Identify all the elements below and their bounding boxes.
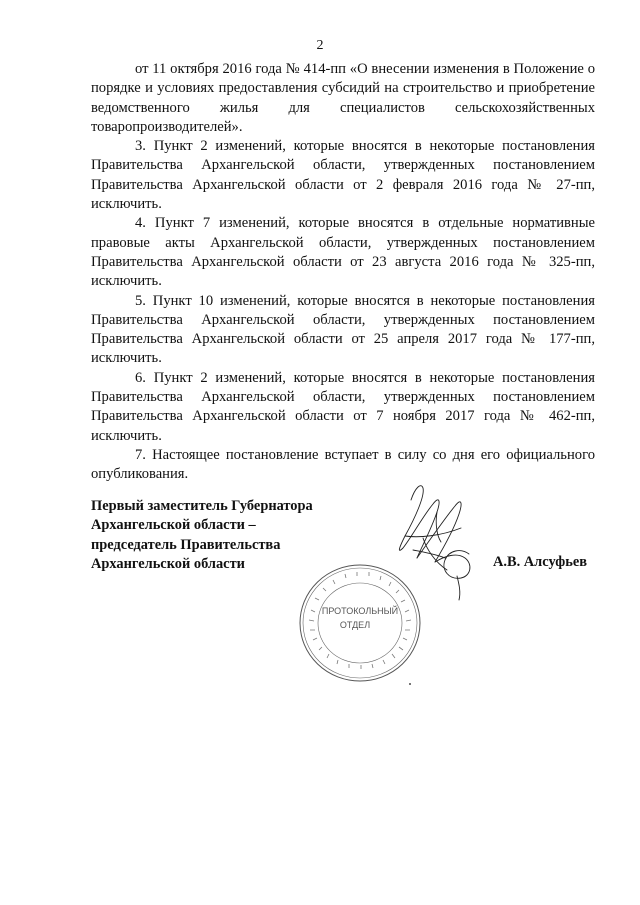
scan-speck bbox=[409, 683, 411, 685]
official-stamp-seal bbox=[295, 560, 425, 686]
signatory-position-line: Архангельской области bbox=[91, 556, 245, 573]
signatory-position-line: Архангельской области – bbox=[91, 517, 256, 534]
paragraph-item-7: 7. Настоящее постановление вступает в силу со дня его официального опубликования. bbox=[91, 446, 595, 483]
signatory-position bbox=[91, 497, 313, 575]
paragraph-continuation: от 11 октября 2016 года № 414-пп «О внесении изменения в Положение о порядке и условиях предоставления субсидий на строительство и приобретение ведомственного жилья для специалистов сельскохозяйственных товаропроизводителей». bbox=[91, 61, 595, 135]
signatory-position-line: Первый заместитель Губернатора bbox=[91, 498, 313, 514]
signatory-position-line: председатель Правительства bbox=[91, 536, 281, 553]
paragraph-item-6: 6. Пункт 2 изменений, которые вносятся в некоторые постановления Правительства Архангельской области, утвержденных постановлением Правительства Архангельской области от 7 ноября 2017 года № 462-пп, исключить. bbox=[91, 369, 595, 444]
paragraph-item-5: 5. Пункт 10 изменений, которые вносятся в некоторые постановления Правительства Архангельской области, утвержденных постановлением Правительства Архангельской области от 25 апреля 2017 года № 177-пп, исключить. bbox=[91, 292, 595, 367]
signatory-name: А.В. Алсуфьев bbox=[493, 554, 588, 570]
document-body bbox=[91, 60, 595, 485]
page-number: 2 bbox=[316, 38, 324, 53]
seal-center-line2: ОТДЕЛ bbox=[339, 620, 371, 630]
seal-center-line1: ПРОТОКОЛЬНЫЙ bbox=[321, 606, 399, 616]
paragraph-item-3: 3. Пункт 2 изменений, которые вносятся в некоторые постановления Правительства Архангельской области, утвержденных постановлением Правительства Архангельской области от 2 февраля 2016 года № 27-пп, исключить. bbox=[91, 138, 595, 213]
paragraph-item-4: 4. Пункт 7 изменений, которые вносятся в отдельные нормативные правовые акты Архангельской области, утвержденных постановлением Правительства Архангельской области от 23 августа 2016 года № 325-пп, исключить. bbox=[91, 215, 595, 290]
